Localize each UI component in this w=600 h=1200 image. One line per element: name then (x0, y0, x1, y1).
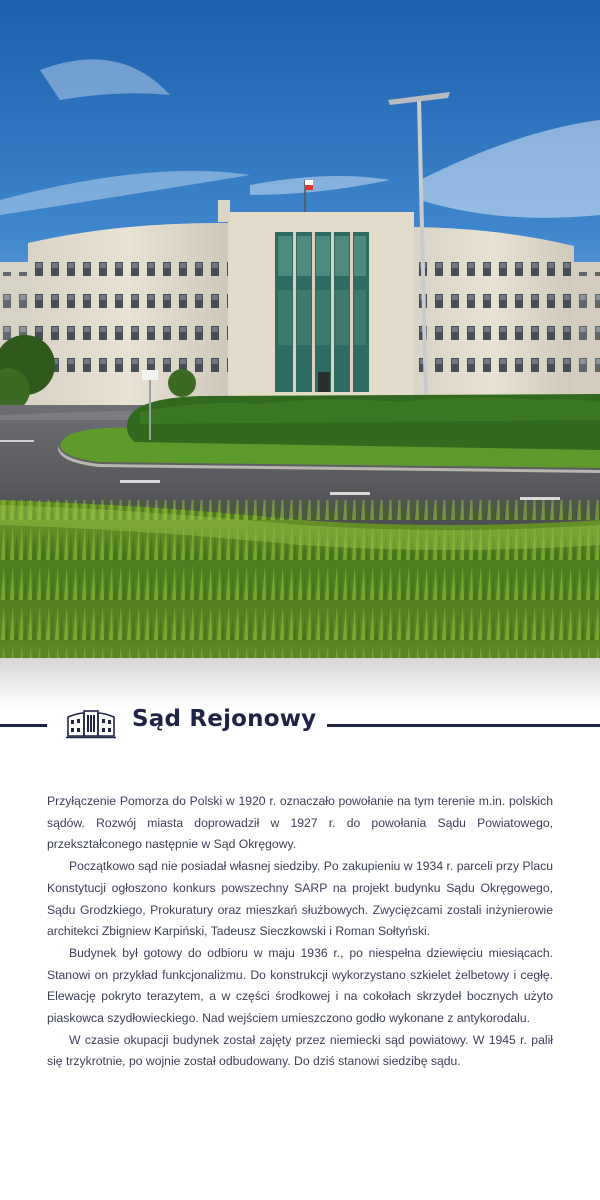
article-paragraph: Budynek był gotowy do odbioru w maju 1936 r., po niespełna dziewięciu miesiącach. Stanowi on przykład funkcjonalizmu. Do konstrukcji wykorzystano szkielet żelbetowy i cegłę. Elewację pokryto terazytem, a w części środkowej i na cokołach skrzydeł bocznych użyto piaskowca szydłowieckiego. Nad wejściem umieszczono godło wykonane z antykorodalu. (47, 945, 553, 1026)
photo-fade (0, 658, 600, 708)
article-paragraph: W czasie okupacji budynek został zajęty przez niemiecki sąd powiatowy. W 1945 r. palił się trzykrotnie, po wojnie został odbudowany. Do dziś stanowi siedzibę sądu. (47, 1032, 553, 1069)
heading-rule-right (327, 724, 600, 727)
article-paragraph: Przyłączenie Pomorza do Polski w 1920 r. oznaczało powołanie na tym terenie m.in. polskich sądów. Rozwój miasta doprowadził w 1927 r. do powołania Sądu Powiatowego, przekształconego następnie w Sąd Okręgowy. (47, 794, 553, 852)
article-body (47, 791, 553, 1073)
building-icon (66, 709, 116, 739)
article-paragraph: Początkowo sąd nie posiadał własnej siedziby. Po zakupieniu w 1934 r. parceli przy Placu Konstytucji ogłoszono konkurs powszechny SARP na projekt budynku Sądu Okręgowego, Sądu Grodzkiego, Prokuratury oraz mieszkań służbowych. Zwycięzcami zostali inżynierowie architekci Zbigniew Karpiński, Tadeusz Sieczkowski i Roman Sołtyński. (47, 859, 553, 939)
heading-rule-left (0, 724, 47, 727)
page-title: Sąd Rejonowy (132, 706, 317, 732)
